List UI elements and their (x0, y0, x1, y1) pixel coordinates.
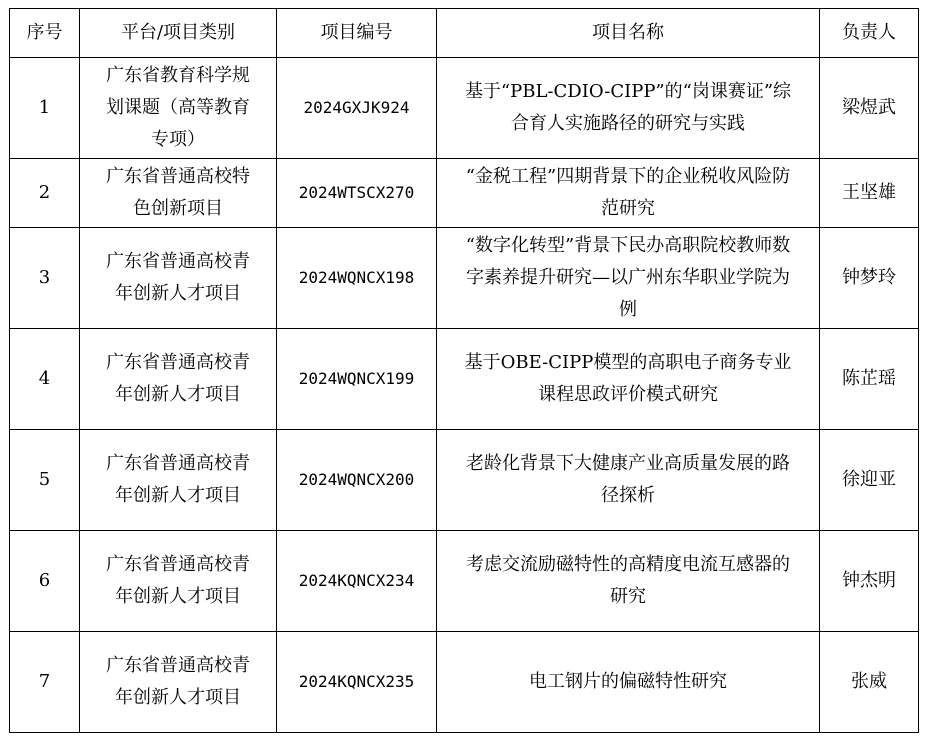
cell-code: 2024WQNCX198 (277, 228, 437, 329)
cell-name: 基于“PBL-CDIO-CIPP”的“岗课赛证”综合育人实施路径的研究与实践 (437, 58, 820, 159)
cell-owner: 梁煜武 (820, 58, 919, 159)
header-name: 项目名称 (437, 9, 820, 58)
cell-code: 2024KQNCX235 (277, 632, 437, 733)
cell-owner: 陈芷瑶 (820, 329, 919, 430)
cell-no: 5 (10, 430, 80, 531)
cell-category: 广东省普通高校特色创新项目 (80, 159, 277, 228)
cell-code: 2024WTSCX270 (277, 159, 437, 228)
table-row (10, 329, 919, 430)
table-row (10, 228, 919, 329)
cell-category: 广东省普通高校青年创新人才项目 (80, 430, 277, 531)
header-no: 序号 (10, 9, 80, 58)
header-category: 平台/项目类别 (80, 9, 277, 58)
cell-no: 1 (10, 58, 80, 159)
cell-no: 6 (10, 531, 80, 632)
cell-name: 电工钢片的偏磁特性研究 (437, 632, 820, 733)
table-row (10, 430, 919, 531)
table-row (10, 632, 919, 733)
cell-category: 广东省普通高校青年创新人才项目 (80, 228, 277, 329)
header-owner: 负责人 (820, 9, 919, 58)
header-row (10, 9, 919, 58)
cell-no: 7 (10, 632, 80, 733)
cell-category: 广东省普通高校青年创新人才项目 (80, 329, 277, 430)
cell-name: “金税工程”四期背景下的企业税收风险防范研究 (437, 159, 820, 228)
cell-name: 老龄化背景下大健康产业高质量发展的路径探析 (437, 430, 820, 531)
cell-name: “数字化转型”背景下民办高职院校教师数字素养提升研究—以广州东华职业学院为例 (437, 228, 820, 329)
cell-owner: 钟梦玲 (820, 228, 919, 329)
cell-code: 2024KQNCX234 (277, 531, 437, 632)
header-code: 项目编号 (277, 9, 437, 58)
table-row (10, 159, 919, 228)
cell-code: 2024GXJK924 (277, 58, 437, 159)
table-row (10, 58, 919, 159)
cell-category: 广东省普通高校青年创新人才项目 (80, 632, 277, 733)
cell-code: 2024WQNCX199 (277, 329, 437, 430)
cell-owner: 王坚雄 (820, 159, 919, 228)
cell-no: 3 (10, 228, 80, 329)
cell-name: 考虑交流励磁特性的高精度电流互感器的研究 (437, 531, 820, 632)
cell-name: 基于OBE-CIPP模型的高职电子商务专业课程思政评价模式研究 (437, 329, 820, 430)
cell-category: 广东省普通高校青年创新人才项目 (80, 531, 277, 632)
cell-no: 2 (10, 159, 80, 228)
cell-owner: 徐迎亚 (820, 430, 919, 531)
cell-code: 2024WQNCX200 (277, 430, 437, 531)
cell-owner: 张威 (820, 632, 919, 733)
cell-category: 广东省教育科学规划课题（高等教育专项） (80, 58, 277, 159)
cell-owner: 钟杰明 (820, 531, 919, 632)
cell-no: 4 (10, 329, 80, 430)
project-table (9, 8, 919, 733)
table-row (10, 531, 919, 632)
